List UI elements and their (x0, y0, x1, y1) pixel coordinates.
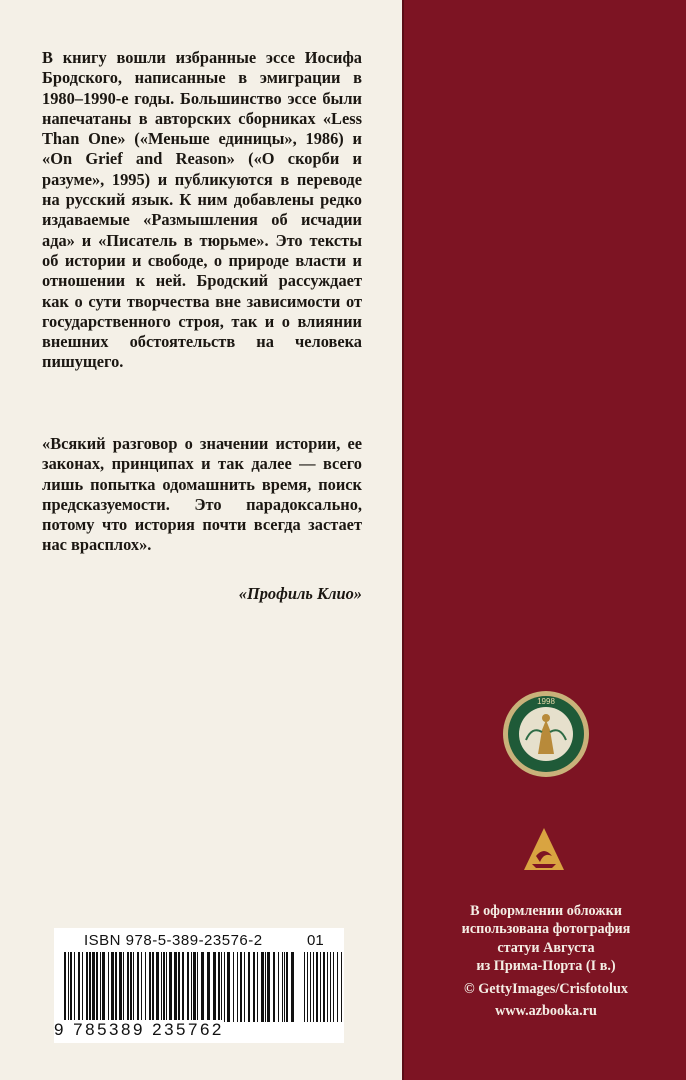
credits-line: использована фотография (461, 921, 631, 938)
medal-year: 1998 (537, 697, 555, 706)
credits-line: В оформлении обложки (470, 903, 622, 919)
isbn-digits: 9 785389 235762 (54, 1020, 224, 1039)
credits-line: статуи Августа (497, 939, 595, 956)
isbn-addon: 01 (307, 932, 324, 949)
photo-copyright: © GettyImages/Crisfotolux (464, 980, 628, 997)
azbooka-logo-icon (522, 826, 566, 874)
quote-paragraph: «Всякий разговор о значении истории, ее законах, принципах и так далее — всего лишь попытка одомашнить время, поиск предсказуемости. Это парадоксально, потому что история почти всегда застает нас врасплох». (42, 434, 362, 555)
isbn-barcode (54, 928, 344, 1043)
barcode-bars (64, 952, 344, 1024)
isbn-label: ISBN 978-5-389-23576-2 (84, 932, 263, 949)
award-medal-icon (502, 690, 590, 778)
annotation-paragraph: В книгу вошли избранные эссе Иосифа Бродского, написанные в эмиграции в 1980–1990-е годы. Большинство эссе были напечатаны в авторских сборниках «Less Than One» («Меньше единицы», 1986) и «On Grief and Reason» («О скорби и разуме», 1995) и публикуются в переводе на русский язык. К ним добавлены редко издаваемые «Размышления об исчадии ада» и «Писатель в тюрьме». Это тексты об истории и свободе, о природе власти и отношении к ней. Бродский рассуждает как о сути творчества вне зависимости от государственного строя, так и о влиянии внешних обстоятельств на человека пишущего. (42, 48, 362, 372)
credits-line: из Прима-Порта (I в.) (476, 958, 616, 975)
publisher-website: www.azbooka.ru (495, 1003, 597, 1020)
quote-attribution: «Профиль Клио» (238, 584, 362, 603)
cover-credits (418, 902, 674, 1020)
